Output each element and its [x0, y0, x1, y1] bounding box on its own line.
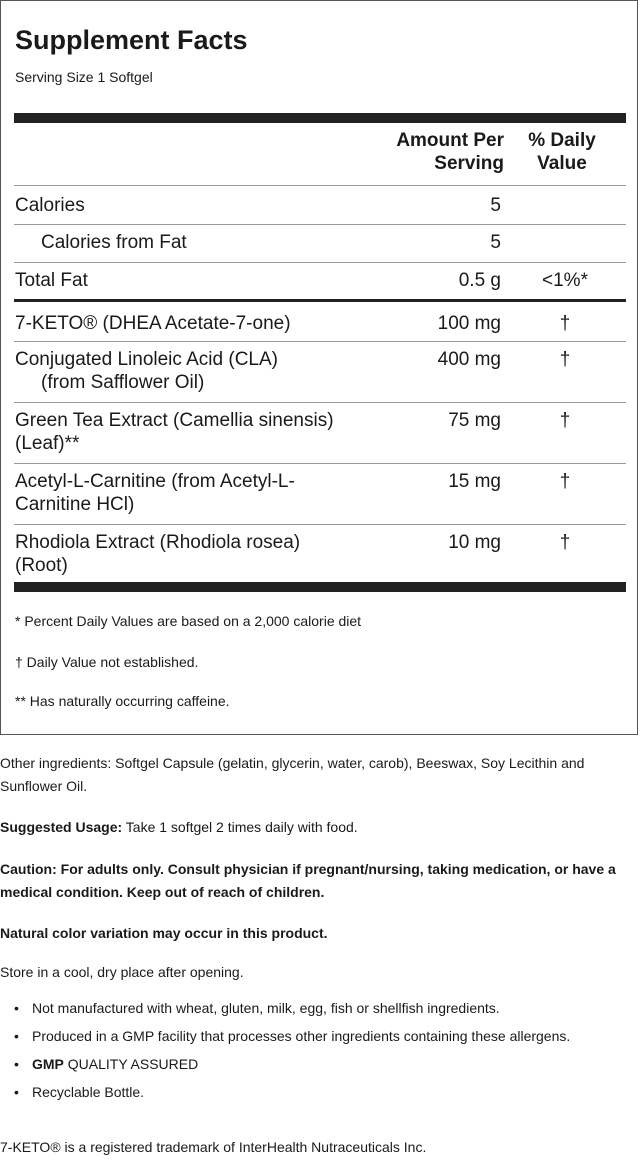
row-dv-7-keto: †: [559, 313, 571, 334]
row-name-total-fat: Total Fat: [15, 270, 88, 291]
top-thick-bar: [14, 113, 626, 123]
row-divider: [14, 524, 626, 525]
row-amount-calories-from-fat: 5: [490, 232, 501, 253]
suggested-usage-label: Suggested Usage:: [0, 819, 123, 835]
column-header-daily-value: % Daily Value: [528, 130, 596, 174]
row-name-green-tea: Green Tea Extract (Camellia sinensis) (Leaf)**: [15, 410, 334, 454]
row-divider: [14, 463, 626, 464]
row-amount-cla: 400 mg: [437, 349, 501, 370]
list-item: • Not manufactured with wheat, gluten, milk, egg, fish or shellfish ingredients.: [14, 1000, 500, 1016]
suggested-usage-text: Take 1 softgel 2 times daily with food.: [122, 819, 358, 835]
row-name-acetyl-l-carnitine: Acetyl-L-Carnitine (from Acetyl-L- Carnitine HCl): [15, 471, 295, 515]
bullet-icon: •: [14, 1000, 19, 1016]
row-name-calories: Calories: [15, 195, 85, 216]
row-name-rhodiola: Rhodiola Extract (Rhodiola rosea) (Root): [15, 532, 301, 576]
bullet-icon: •: [14, 1084, 19, 1100]
row-amount-green-tea: 75 mg: [448, 410, 501, 431]
row-divider: [14, 402, 626, 403]
row-divider: [14, 262, 626, 263]
row-amount-total-fat: 0.5 g: [458, 270, 501, 291]
row-dv-total-fat: <1%*: [542, 270, 588, 291]
row-amount-calories: 5: [490, 195, 501, 216]
footnote-daily-values: * Percent Daily Values are based on a 2,000 calorie diet: [15, 613, 362, 629]
bottom-thick-bar: [14, 582, 626, 592]
footnote-caffeine: ** Has naturally occurring caffeine.: [15, 693, 230, 709]
caution-text: Caution: For adults only. Consult physician if pregnant/nursing, taking medication, or have a medical condition. Keep out of reach of children.: [0, 861, 616, 900]
bullet-icon: •: [14, 1056, 19, 1072]
bullet-icon: •: [14, 1028, 19, 1044]
footnote-dagger: † Daily Value not established.: [15, 654, 199, 670]
row-divider: [14, 341, 626, 342]
row-dv-rhodiola: †: [559, 532, 571, 553]
list-item: • GMP QUALITY ASSURED: [14, 1056, 199, 1072]
row-divider: [14, 224, 626, 225]
storage-text: Store in a cool, dry place after opening.: [0, 964, 244, 980]
other-ingredients: Other ingredients: Softgel Capsule (gelatin, glycerin, water, carob), Beeswax, Soy Lecithin and Sunflower Oil.: [0, 755, 585, 794]
list-item: • Recyclable Bottle.: [14, 1084, 145, 1100]
row-name-7-keto: 7-KETO® (DHEA Acetate-7-one): [15, 313, 291, 334]
serving-size: Serving Size 1 Softgel: [15, 69, 153, 85]
suggested-usage: [0, 816, 636, 839]
row-amount-acetyl-l-carnitine: 15 mg: [448, 471, 501, 492]
row-dv-green-tea: †: [559, 410, 571, 431]
facts-title: Supplement Facts: [15, 25, 248, 55]
column-header-amount: Amount Per Serving: [396, 130, 504, 174]
row-name-cla: Conjugated Linoleic Acid (CLA) (from Safflower Oil): [15, 349, 278, 393]
row-name-calories-from-fat: Calories from Fat: [41, 232, 187, 253]
row-dv-cla: †: [559, 349, 571, 370]
claims-list: [0, 999, 636, 1102]
section-divider: [14, 299, 626, 302]
row-dv-acetyl-l-carnitine: †: [559, 471, 571, 492]
list-item: • Produced in a GMP facility that processes other ingredients containing these allergens.: [14, 1028, 571, 1044]
row-amount-7-keto: 100 mg: [437, 313, 501, 334]
color-variation-note: Natural color variation may occur in this product.: [0, 925, 328, 941]
row-amount-rhodiola: 10 mg: [448, 532, 501, 553]
trademark-notice: 7-KETO® is a registered trademark of InterHealth Nutraceuticals Inc.: [0, 1139, 427, 1155]
row-divider: [14, 185, 626, 186]
